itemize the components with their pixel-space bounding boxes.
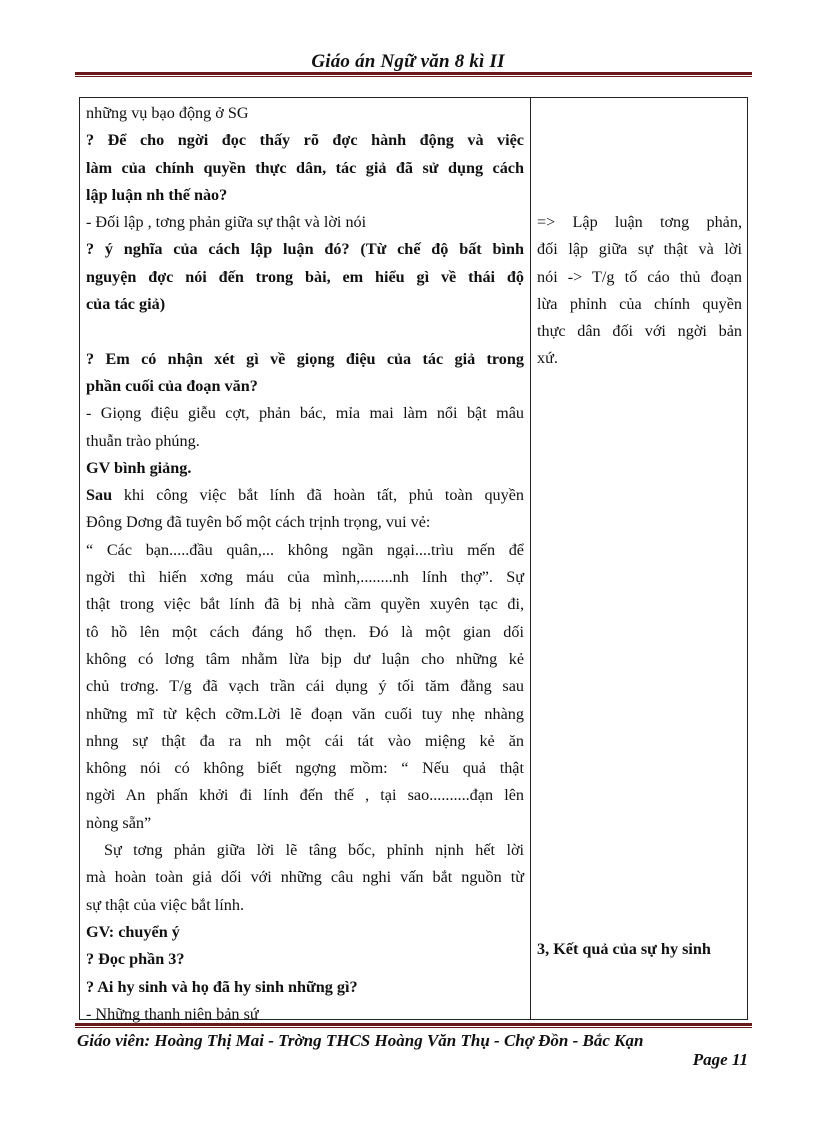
question-line: ? Em có nhận xét gì về giọng điệu của tác giả trong bbox=[86, 349, 524, 368]
question-line: lập luận nh thế nào? bbox=[86, 185, 228, 204]
text-line: mà hoàn toàn giả dối với những câu nghi vấn bắt nguồn từ bbox=[86, 868, 524, 887]
answer-line: thuẫn trào phúng. bbox=[86, 431, 200, 450]
conclusion-line: đối lập giữa sự thật và lời bbox=[537, 240, 742, 259]
blank-line bbox=[86, 318, 524, 345]
footer-teacher-info: Giáo viên: Hoàng Thị Mai - Trờng THCS Hoàng Văn Thụ - Chợ Đồn - Bắc Kạn bbox=[77, 1031, 644, 1050]
question-line: của tác giả) bbox=[86, 295, 166, 314]
answer-line: - Giọng điệu giễu cợt, phản bác, mỉa mai làm nổi bật mâu bbox=[86, 404, 524, 423]
conclusion-line: => Lập luận tơng phản, bbox=[537, 213, 742, 231]
text-line: “ Các bạn.....đầu quân,... không ngần ngại....trìu mến để bbox=[86, 540, 524, 559]
conclusion-line: lừa phỉnh của chính quyền bbox=[537, 294, 742, 313]
text-line: thật trong việc bắt lính đã bị nhà cầm quyền xuyên tạc đi, bbox=[86, 595, 524, 614]
question-line: nguyện đợc nói đến trong bài, em hiểu gì về thái độ bbox=[86, 267, 524, 286]
text-line: những mĩ từ kệch cỡm.Lời lẽ đoạn văn cuối tuy nhẹ nhàng bbox=[86, 704, 524, 723]
question-line: phần cuối của đoạn văn? bbox=[86, 376, 258, 395]
text-line: những vụ bạo động ở SG bbox=[86, 104, 249, 122]
conclusion-line: thực dân đối với ngời bản bbox=[537, 322, 742, 341]
question-line: ? ý nghĩa của cách lập luận đó? (Từ chế độ bất bình bbox=[86, 240, 524, 259]
text-line: nòng sẵn” bbox=[86, 813, 152, 832]
answer-line: - Đối lập , tơng phản giữa sự thật và lời nói bbox=[86, 213, 367, 232]
text-line: ngời An phấn khởi đi lính đến thế , tại sao..........đạn lên bbox=[86, 786, 524, 805]
text-line: Sự tơng phản giữa lời lẽ tâng bốc, phỉnh nịnh hết lời bbox=[104, 841, 524, 860]
lesson-table bbox=[79, 97, 748, 1023]
header-rule bbox=[75, 72, 752, 77]
answer-line: - Những thanh niên bản sứ bbox=[86, 1004, 259, 1023]
section-3-heading bbox=[537, 936, 742, 963]
text-line bbox=[86, 482, 524, 509]
question-line: ? Đọc phần 3? bbox=[86, 950, 185, 969]
question-line: làm của chính quyền thực dân, tác giả đã sử dụng cách bbox=[86, 158, 524, 177]
footer-rule bbox=[75, 1023, 752, 1028]
text-line: tô hồ lên một cách đáng hổ thẹn. Đó là một gian dối bbox=[86, 622, 524, 641]
text-line: không có lơng tâm nhằm lừa bịp dư luận cho những kẻ bbox=[86, 649, 524, 668]
text-line: nhng sự thật đa ra nh một cái tát vào miệng kẻ ăn bbox=[86, 731, 524, 750]
knowledge-content-column bbox=[537, 209, 742, 373]
text-line: không nói có không biết ngợng mồm: “ Nếu quả thật bbox=[86, 759, 524, 778]
text-line: ngời thì hiến xơng máu của mình,........nh lính thợ”. Sự bbox=[86, 568, 524, 587]
question-line: ? Ai hy sinh và họ đã hy sinh những gì? bbox=[86, 977, 358, 996]
teacher-student-activity-column bbox=[86, 100, 524, 1028]
text-line: sự thật của việc bắt lính. bbox=[86, 895, 245, 914]
text-line-rest: khi công việc bắt lính đã hoàn tất, phủ toàn quyền bbox=[123, 486, 524, 505]
section-heading-text: 3, Kết quả của sự hy sinh bbox=[537, 940, 711, 958]
teacher-comment-heading: GV bình giảng. bbox=[86, 458, 192, 477]
text-line: chủ trơng. T/g đã vạch trần cái dụng ý tối tăm đằng sau bbox=[86, 677, 524, 696]
column-divider bbox=[530, 98, 531, 1019]
sau-word: Sau bbox=[86, 486, 113, 505]
teacher-transition-heading: GV: chuyển ý bbox=[86, 922, 180, 941]
question-line: ? Để cho ngời đọc thấy rõ đợc hành động và việc bbox=[86, 131, 524, 150]
conclusion-line: nói -> T/g tố cáo thủ đoạn bbox=[537, 267, 742, 286]
page-number: Page 11 bbox=[692, 1050, 748, 1069]
text-line: Đông Dơng đã tuyên bố một cách trịnh trọng, vui vẻ: bbox=[86, 513, 431, 532]
document-title: Giáo án Ngữ văn 8 kì II bbox=[311, 51, 505, 72]
conclusion-line: xứ. bbox=[537, 349, 558, 368]
